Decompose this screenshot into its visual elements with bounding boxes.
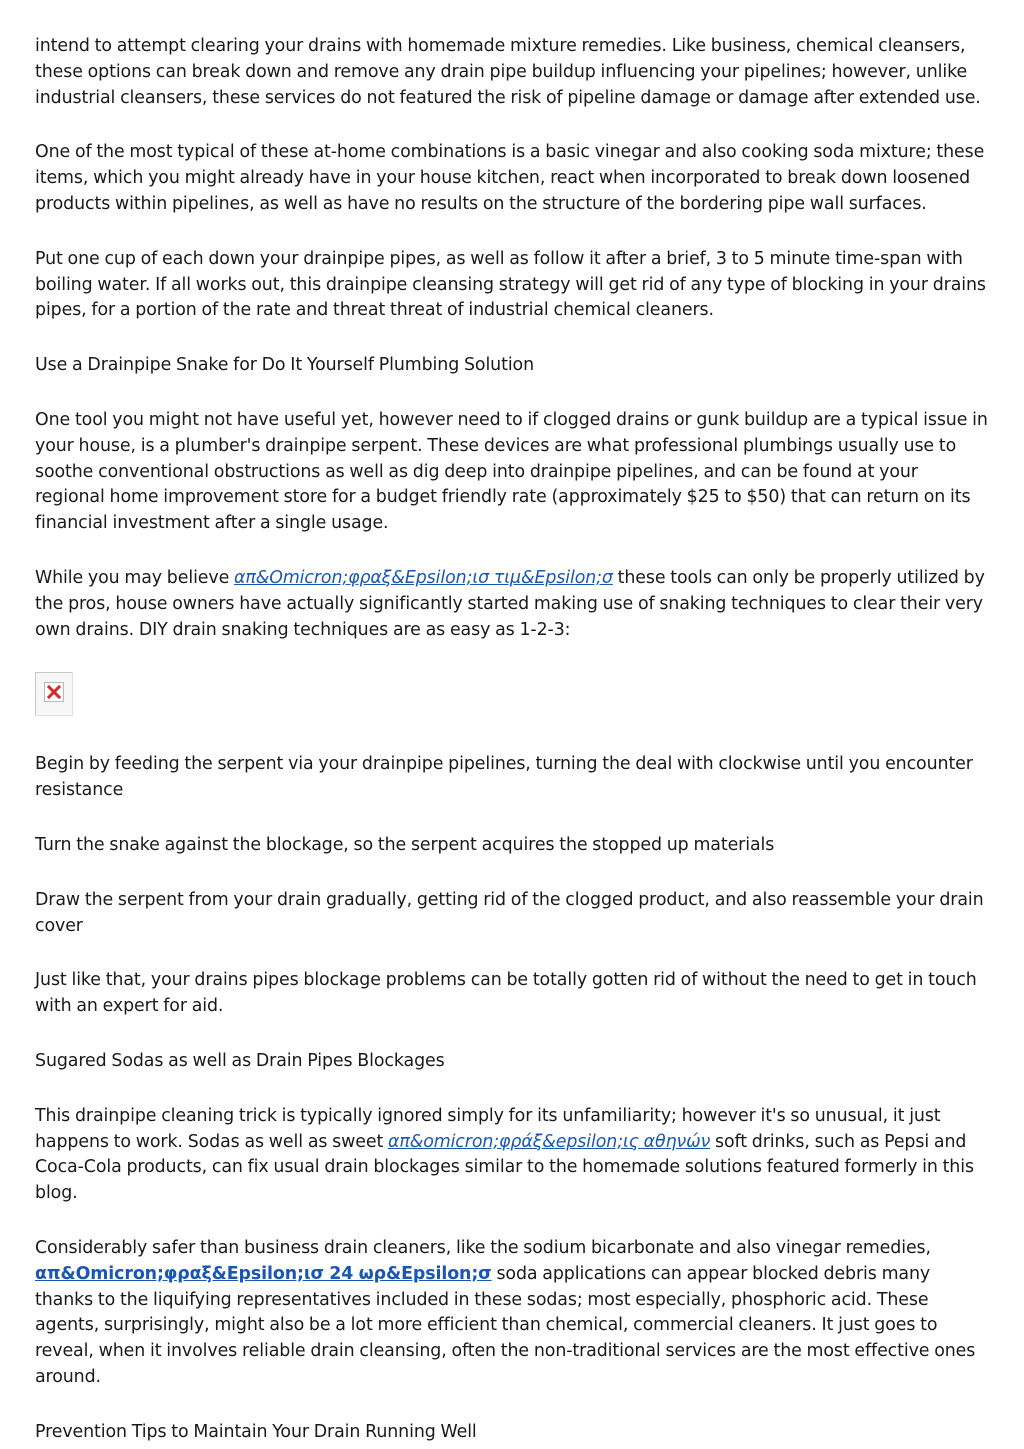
paragraph-soda-trick <box>35 1104 990 1207</box>
paragraph-safer-soda <box>35 1236 990 1391</box>
paragraph-vinegar-baking-soda: One of the most typical of these at-home combinations is a basic vinegar and also cooking soda mixture; these items, which you might already have in your house kitchen, react when incorporated to break down loosened products within pipelines, as well as have no results on the structure of the bordering pipe wall surfaces. <box>35 142 985 214</box>
link-drain-cleaning-24-hours[interactable]: απ&Omicron;φραξ&Epsilon;ισ 24 ωρ&Epsilon;σ <box>35 1263 492 1284</box>
broken-image-placeholder <box>35 672 73 716</box>
text-after-link: soft drinks, such as Pepsi and Coca-Cola products, can fix usual drain blockages similar to the homemade solutions featured formerly in this blog. <box>35 1131 974 1204</box>
text-before-link: This drainpipe cleaning trick is typically ignored simply for its unfamiliarity; however it's so unusual, it just happens to work. Sodas as well as sweet <box>35 1105 941 1152</box>
heading-sugared-sodas: Sugared Sodas as well as Drain Pipes Blockages <box>35 1050 445 1071</box>
paragraph-no-expert-needed: Just like that, your drains pipes blockage problems can be totally gotten rid of without the need to get in touch with an expert for aid. <box>35 970 977 1017</box>
text-after-link: these tools can only be properly utilized by the pros, house owners have actually significantly started making use of snaking techniques to clear their very own drains. DIY drain snaking techniques are as easy as 1-2-3: <box>35 567 985 640</box>
broken-image-icon <box>44 682 64 702</box>
paragraph-plumber-serpent: One tool you might not have useful yet, however need to if clogged drains or gunk buildup are a typical issue in your house, is a plumber's drainpipe serpent. These devices are what professional plumbings usually use to soothe conventional obstructions as well as dig deep into drainpipe pipelines, and can be found at your regional home improvement store for a budget friendly rate (approximately $25 to $50) that can return on its financial investment after a single usage. <box>35 409 988 534</box>
step-feed-serpent: Begin by feeding the serpent via your drainpipe pipelines, turning the deal with clockwise until you encounter resistance <box>35 754 973 801</box>
text-before-link: While you may believe <box>35 567 235 588</box>
step-draw-serpent: Draw the serpent from your drain gradually, getting rid of the clogged product, and also reassemble your drain cover <box>35 889 984 936</box>
heading-prevention-tips: Prevention Tips to Maintain Your Drain Running Well <box>35 1421 477 1442</box>
step-turn-snake: Turn the snake against the blockage, so the serpent acquires the stopped up materials <box>35 834 775 855</box>
heading-drainpipe-snake: Use a Drainpipe Snake for Do It Yourself Plumbing Solution <box>35 355 535 376</box>
paragraph-boiling-water: Put one cup of each down your drainpipe pipes, as well as follow it after a brief, 3 to 5 minute time-span with boiling water. If all works out, this drainpipe cleansing strategy will get rid of any type of blocking in your drains pipes, for a portion of the rate and threat threat of industrial chemical cleaners. <box>35 248 986 321</box>
text-after-link: soda applications can appear blocked debris many thanks to the liquifying representatives included in these sodas; most especially, phosphoric acid. These agents, surprisingly, might also be a lot more efficient than chemical, commercial cleaners. It just goes to reveal, when it involves reliable drain cleansing, often the non-traditional services are the most effective ones around. <box>35 1263 976 1387</box>
link-drain-cleaning-prices[interactable]: απ&Omicron;φραξ&Epsilon;ισ τιμ&Epsilon;σ <box>234 567 613 588</box>
paragraph-snaking-techniques <box>35 566 990 643</box>
text-before-link: Considerably safer than business drain cleaners, like the sodium bicarbonate and also vinegar remedies, <box>35 1237 931 1258</box>
link-drain-cleaning-athens[interactable]: απ&omicron;φράξ&epsilon;ις αθηνών <box>388 1131 711 1152</box>
paragraph-homemade-remedies: intend to attempt clearing your drains with homemade mixture remedies. Like business, chemical cleansers, these options can break down and remove any drain pipe buildup influencing your pipelines; however, unlike industrial cleansers, these services do not featured the risk of pipeline damage or damage after extended use. <box>35 36 981 108</box>
